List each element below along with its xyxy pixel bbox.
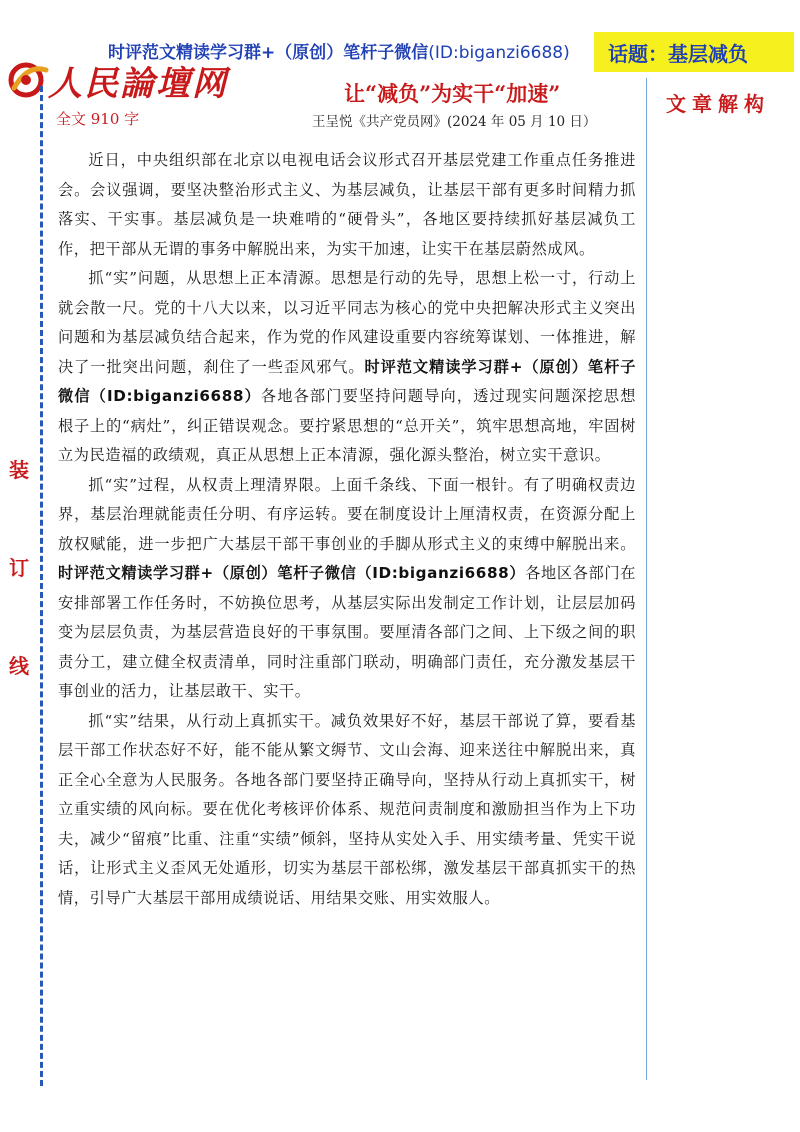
binding-marks (7, 460, 31, 754)
paragraph-text: 近日，中央组织部在北京以电视电话会议形式召开基层党建工作重点任务推进会。会议强调，要坚决整治形式主义、为基层减负，让基层干部有更多时间精力抓落实、干实事。基层减负是一块难啃的“硬骨头”，各地区要持续抓好基层减负工作，把干部从无谓的事务中解脱出来，为实干加速，让实干在基层蔚然成风。 (58, 151, 636, 258)
paragraph-text: 各地各部门要坚持问题导向，透过现实问题深挖思想根子上的“病灶”，纠正错误观念。要拧紧思想的“总开关”，筑牢思想高地，牢固树立为民造福的政绩观，真正从思想上正本清源，强化源头整治，树立实干意识。 (58, 387, 636, 464)
margin-divider (646, 78, 647, 1080)
binding-mark: 线 (9, 654, 29, 678)
article-paragraph (58, 707, 636, 914)
paragraph-text: 抓“实”过程，从权责上理清界限。上面千条线、下面一根针。有了明确权责边界，基层治理就能责任分明、有序运转。要在制度设计上厘清权责，在资源分配上放权赋能，进一步把广大基层干部干事创业的手脚从形式主义的束缚中解脱出来。 (58, 475, 636, 553)
paragraph-text: 抓“实”结果，从行动上真抓实干。减负效果好不好，基层干部说了算，要看基层干部工作状态好不好，能不能从繁文缛节、文山会海、迎来送往中解脱出来，真正全心全意为人民服务。各地各部门要坚持正确导向，坚持从行动上真抓实干，树立重实绩的风向标。要在优化考核评价体系、规范问责制度和激励担当作为上下功夫，减少“留痕”比重、注重“实绩”倾斜，坚持从实处入手、用实绩考量、凭实干说话，让形式主义歪风无处遁形，切实为基层干部松绑，激发基层干部真抓实干的热情，引导广大基层干部用成绩说话、用结果交账、用实效服人。 (58, 711, 636, 907)
inline-watermark: 时评范文精读学习群+（原创）笔杆子微信（ID:biganzi6688） (58, 357, 636, 405)
topic-badge: 话题：基层减负 (594, 32, 794, 72)
header-watermark-main: 时评范文精读学习群+（原创）笔杆子微信 (108, 43, 429, 63)
article-paragraph (58, 146, 636, 264)
side-section-title: 文章解构 (666, 92, 770, 116)
header-watermark (108, 38, 570, 63)
article-paragraph (58, 471, 636, 707)
binding-mark: 装 (9, 458, 29, 482)
paragraph-text: 各地区各部门在安排部署工作任务时，不妨换位思考，从基层实际出发制定工作计划，让层层加码变为层层负责，为基层营造良好的干事氛围。要厘清各部门之间、上下级之间的职责分工，建立健全权责清单，同时注重部门联动，明确部门责任，充分激发基层干事创业的活力，让基层敢干、实干。 (58, 564, 636, 700)
article-title: 让“减负”为实干“加速” (344, 81, 561, 106)
binding-dash-line (40, 86, 43, 1086)
article-paragraph (58, 264, 636, 471)
article-body (58, 146, 636, 913)
logo-mark-icon (6, 58, 54, 106)
article-source: 王呈悦《共产党员网》(2024 年 05 月 10 日） (312, 114, 597, 130)
paragraph-text: 抓“实”问题，从思想上正本清源。思想是行动的先导，思想上松一寸，行动上就会散一尺。党的十八大以来，以习近平同志为核心的党中央把解决形式主义突出问题和为基层减负结合起来，作为党的作风建设重要内容统筹谋划、一体推进，解决了一批突出问题，刹住了一些歪风邪气。 (58, 269, 636, 376)
logo-text: 人民論壇网 (48, 64, 228, 104)
header-watermark-id: (ID:biganzi6688) (428, 43, 570, 63)
word-count: 全文 910 字 (56, 110, 140, 128)
binding-mark: 订 (9, 556, 29, 580)
inline-watermark: 时评范文精读学习群+（原创）笔杆子微信（ID:biganzi6688） (58, 564, 526, 582)
